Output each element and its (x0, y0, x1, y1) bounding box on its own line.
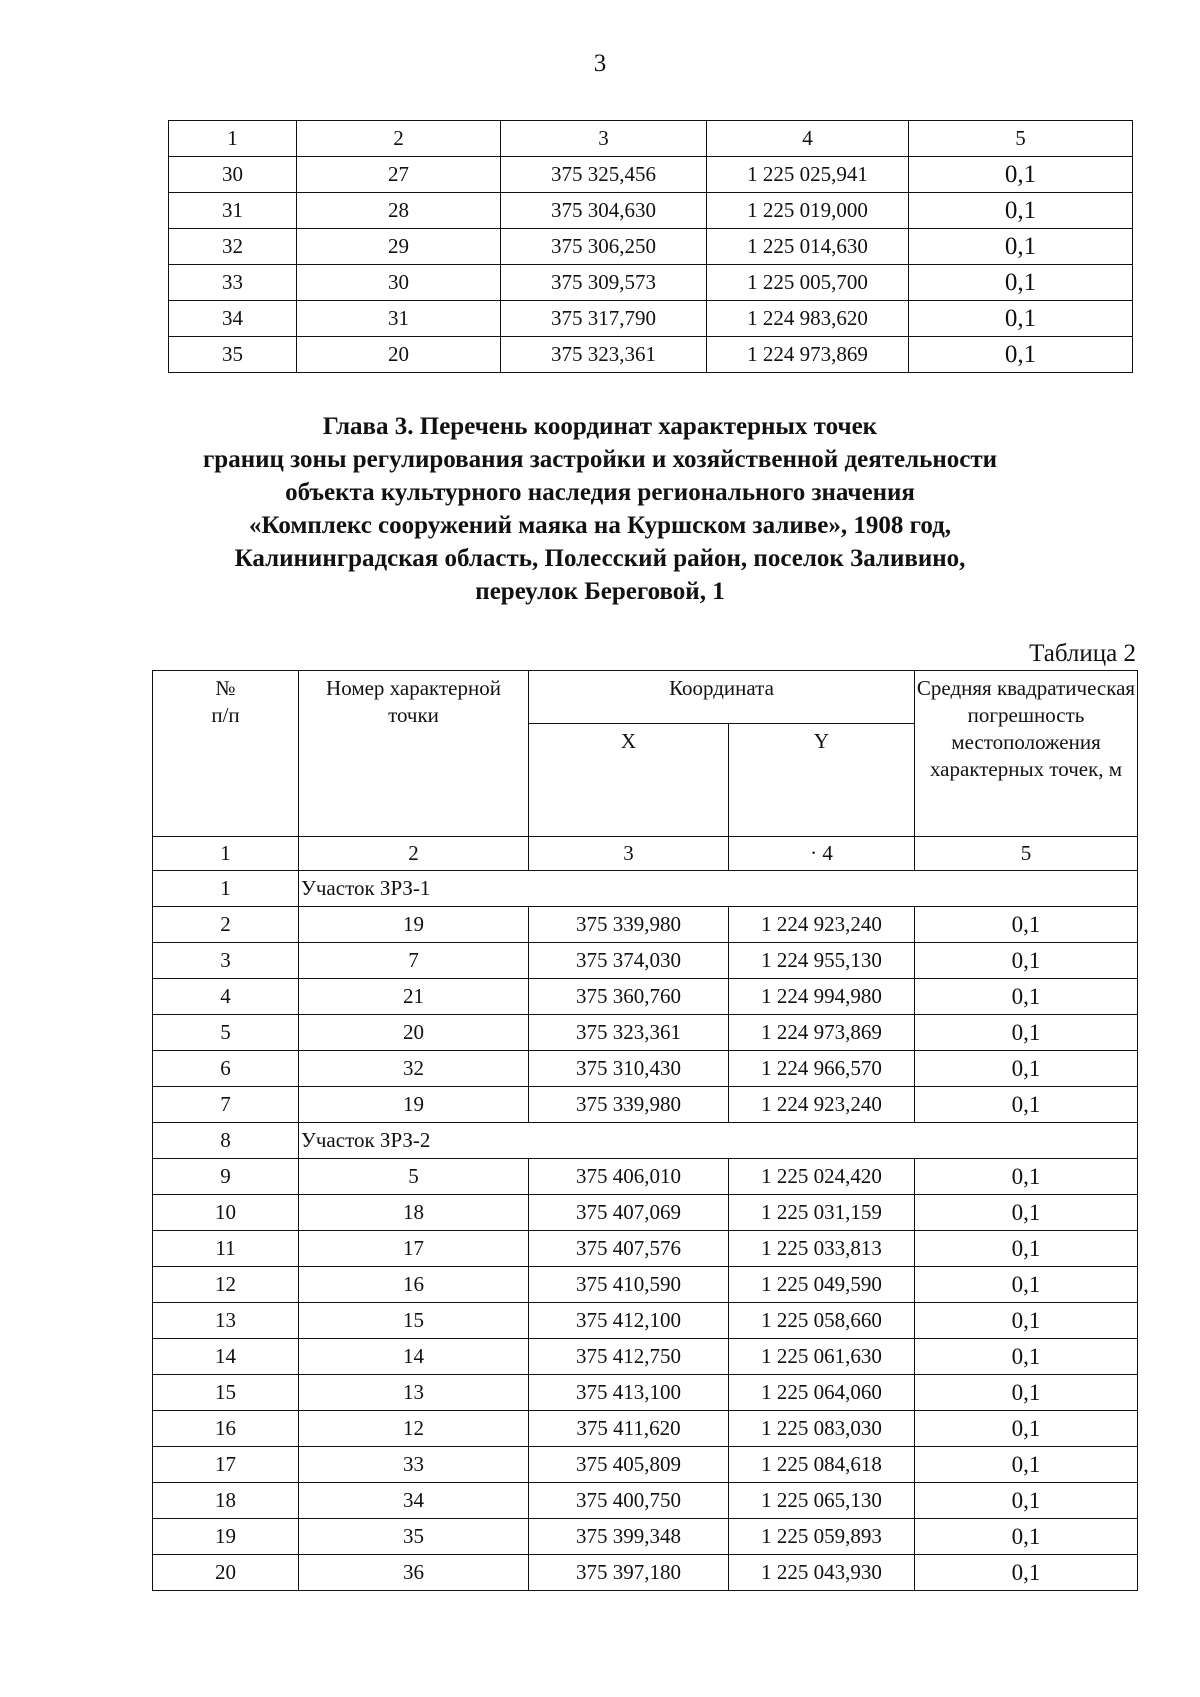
cell-error: 0,1 (915, 1447, 1138, 1483)
cell-x: 375 407,576 (529, 1231, 729, 1267)
cell-point-number: 34 (299, 1483, 529, 1519)
cell-error: 0,1 (915, 1303, 1138, 1339)
cell-x: 375 400,750 (529, 1483, 729, 1519)
header-cell-number (153, 671, 299, 837)
cell-x: 375 325,456 (501, 157, 707, 193)
table-row (169, 265, 1133, 301)
cell-error: 0,1 (915, 1231, 1138, 1267)
table-row (153, 1195, 1138, 1231)
section-row (153, 1123, 1138, 1159)
column-number-row (153, 837, 1138, 871)
cell-error: 0,1 (909, 301, 1133, 337)
cell-row-number: 31 (169, 193, 297, 229)
cell-y: 1 225 061,630 (729, 1339, 915, 1375)
heading-line: переулок Береговой, 1 (475, 578, 725, 605)
header-num-abbr: п/п (211, 703, 240, 727)
cell-row-number: 9 (153, 1159, 299, 1195)
column-number-cell: 1 (153, 837, 299, 871)
cell-row-number: 7 (153, 1087, 299, 1123)
cell-y: 1 224 973,869 (729, 1015, 915, 1051)
table-row (169, 337, 1133, 373)
cell-y: 1 225 064,060 (729, 1375, 915, 1411)
cell-x: 375 360,760 (529, 979, 729, 1015)
table-row (153, 979, 1138, 1015)
heading-line: объекта культурного наследия регионального значения (285, 479, 915, 506)
cell-x: 375 310,430 (529, 1051, 729, 1087)
cell-row-number: 10 (153, 1195, 299, 1231)
cell-x: 375 411,620 (529, 1411, 729, 1447)
cell-error: 0,1 (915, 1159, 1138, 1195)
cell-y: 1 225 058,660 (729, 1303, 915, 1339)
cell-y: 1 225 065,130 (729, 1483, 915, 1519)
cell-x: 375 339,980 (529, 1087, 729, 1123)
cell-y: 1 225 031,159 (729, 1195, 915, 1231)
cell-row-number: 30 (169, 157, 297, 193)
column-number-cell: 5 (915, 837, 1138, 871)
cell-x: 375 410,590 (529, 1267, 729, 1303)
cell-point-number: 15 (299, 1303, 529, 1339)
cell-row-number: 1 (153, 871, 299, 907)
cell-error: 0,1 (915, 1483, 1138, 1519)
cell-error: 0,1 (915, 1087, 1138, 1123)
cell-point-number: 28 (297, 193, 501, 229)
table-row (153, 1555, 1138, 1591)
cell-error: 5 (909, 121, 1133, 157)
cell-row-number: 12 (153, 1267, 299, 1303)
cell-row-number: 15 (153, 1375, 299, 1411)
column-number-cell: 2 (299, 837, 529, 871)
cell-row-number: 35 (169, 337, 297, 373)
table-row (153, 943, 1138, 979)
cell-point-number: 19 (299, 1087, 529, 1123)
page-number: 3 (593, 50, 607, 77)
cell-x: 375 413,100 (529, 1375, 729, 1411)
cell-row-number: 13 (153, 1303, 299, 1339)
cell-x: 375 407,069 (529, 1195, 729, 1231)
cell-y: 1 225 043,930 (729, 1555, 915, 1591)
cell-point-number: 31 (297, 301, 501, 337)
cell-point-number: 36 (299, 1555, 529, 1591)
cell-row-number: 3 (153, 943, 299, 979)
cell-point-number: 16 (299, 1267, 529, 1303)
cell-x: 375 374,030 (529, 943, 729, 979)
header-cell-y: Y (729, 724, 915, 837)
heading-line: «Комплекс сооружений маяка на Куршском заливе», 1908 год, (248, 512, 952, 539)
column-number-row (169, 121, 1133, 157)
table-row (153, 1051, 1138, 1087)
section-title: Участок ЗРЗ-2 (299, 1123, 1138, 1159)
cell-error: 0,1 (909, 193, 1133, 229)
cell-point-number: 7 (299, 943, 529, 979)
cell-error: 0,1 (909, 337, 1133, 373)
cell-error: 0,1 (915, 979, 1138, 1015)
table-row (153, 1447, 1138, 1483)
cell-y: 1 224 923,240 (729, 907, 915, 943)
table-row (153, 1087, 1138, 1123)
cell-error: 0,1 (909, 265, 1133, 301)
cell-row-number: 16 (153, 1411, 299, 1447)
cell-row-number: 33 (169, 265, 297, 301)
cell-point-number: 21 (299, 979, 529, 1015)
cell-row-number: 5 (153, 1015, 299, 1051)
cell-x: 375 412,100 (529, 1303, 729, 1339)
cell-point-number: 17 (299, 1231, 529, 1267)
cell-error: 0,1 (915, 1195, 1138, 1231)
cell-error: 0,1 (915, 1051, 1138, 1087)
cell-row-number: 14 (153, 1339, 299, 1375)
cell-point-number: 2 (297, 121, 501, 157)
cell-point-number: 18 (299, 1195, 529, 1231)
section-row (153, 871, 1138, 907)
cell-y: 1 225 049,590 (729, 1267, 915, 1303)
cell-y: 1 224 973,869 (707, 337, 909, 373)
cell-y: 1 225 019,000 (707, 193, 909, 229)
cell-x: 375 309,573 (501, 265, 707, 301)
cell-point-number: 35 (299, 1519, 529, 1555)
cell-y: 1 225 059,893 (729, 1519, 915, 1555)
cell-row-number: 11 (153, 1231, 299, 1267)
table-row (153, 1303, 1138, 1339)
table-row (169, 157, 1133, 193)
heading-line: Глава 3. Перечень координат характерных точек (322, 413, 878, 440)
header-cell-error: Средняя квадратическая погрешность местоположения характерных точек, м (915, 671, 1138, 837)
cell-point-number: 19 (299, 907, 529, 943)
cell-row-number: 2 (153, 907, 299, 943)
cell-error: 0,1 (915, 1375, 1138, 1411)
cell-error: 0,1 (915, 1267, 1138, 1303)
cell-y: 1 225 084,618 (729, 1447, 915, 1483)
cell-x: 375 399,348 (529, 1519, 729, 1555)
cell-x: 3 (501, 121, 707, 157)
cell-row-number: 34 (169, 301, 297, 337)
cell-row-number: 6 (153, 1051, 299, 1087)
table-row (153, 1411, 1138, 1447)
heading-line: границ зоны регулирования застройки и хозяйственной деятельности (202, 446, 998, 473)
cell-point-number: 20 (297, 337, 501, 373)
cell-point-number: 29 (297, 229, 501, 265)
cell-error: 0,1 (915, 1555, 1138, 1591)
header-cell-coordinate: Координата (529, 671, 915, 724)
cell-x: 375 306,250 (501, 229, 707, 265)
cell-x: 375 304,630 (501, 193, 707, 229)
cell-point-number: 32 (299, 1051, 529, 1087)
cell-x: 375 405,809 (529, 1447, 729, 1483)
table-body (169, 121, 1133, 373)
coordinates-table-2 (152, 670, 1138, 1591)
cell-x: 375 397,180 (529, 1555, 729, 1591)
cell-y: 1 224 923,240 (729, 1087, 915, 1123)
cell-x: 375 412,750 (529, 1339, 729, 1375)
column-number-cell: 3 (529, 837, 729, 871)
table-row (153, 1519, 1138, 1555)
cell-row-number: 20 (153, 1555, 299, 1591)
cell-row-number: 18 (153, 1483, 299, 1519)
cell-point-number: 27 (297, 157, 501, 193)
cell-point-number: 5 (299, 1159, 529, 1195)
cell-x: 375 406,010 (529, 1159, 729, 1195)
header-num-symbol: № (215, 676, 236, 700)
table-row (169, 301, 1133, 337)
table-row (153, 1375, 1138, 1411)
cell-point-number: 20 (299, 1015, 529, 1051)
table-row (153, 1015, 1138, 1051)
cell-error: 0,1 (915, 1519, 1138, 1555)
cell-point-number: 13 (299, 1375, 529, 1411)
table-body (153, 671, 1138, 1591)
cell-point-number: 12 (299, 1411, 529, 1447)
cell-y: 4 (707, 121, 909, 157)
cell-point-number: 33 (299, 1447, 529, 1483)
cell-row-number: 4 (153, 979, 299, 1015)
cell-error: 0,1 (915, 1411, 1138, 1447)
cell-y: 1 225 033,813 (729, 1231, 915, 1267)
column-number-cell: · 4 (729, 837, 915, 871)
header-cell-x: X (529, 724, 729, 837)
cell-x: 375 323,361 (501, 337, 707, 373)
cell-error: 0,1 (915, 943, 1138, 979)
cell-y: 1 224 966,570 (729, 1051, 915, 1087)
cell-y: 1 224 994,980 (729, 979, 915, 1015)
coordinates-table-continued (168, 120, 1133, 373)
cell-y: 1 225 014,630 (707, 229, 909, 265)
cell-point-number: 30 (297, 265, 501, 301)
cell-error: 0,1 (909, 229, 1133, 265)
table-row (153, 1159, 1138, 1195)
cell-error: 0,1 (915, 1015, 1138, 1051)
chapter-heading (150, 410, 1050, 608)
cell-y: 1 225 005,700 (707, 265, 909, 301)
cell-x: 375 339,980 (529, 907, 729, 943)
cell-x: 375 323,361 (529, 1015, 729, 1051)
table-row (169, 229, 1133, 265)
cell-row-number: 1 (169, 121, 297, 157)
cell-row-number: 19 (153, 1519, 299, 1555)
cell-error: 0,1 (909, 157, 1133, 193)
cell-y: 1 225 025,941 (707, 157, 909, 193)
cell-x: 375 317,790 (501, 301, 707, 337)
cell-point-number: 14 (299, 1339, 529, 1375)
section-title: Участок ЗРЗ-1 (299, 871, 1138, 907)
cell-row-number: 17 (153, 1447, 299, 1483)
cell-row-number: 32 (169, 229, 297, 265)
cell-error: 0,1 (915, 1339, 1138, 1375)
table-caption: Таблица 2 (1029, 640, 1136, 667)
cell-y: 1 224 983,620 (707, 301, 909, 337)
cell-y: 1 225 024,420 (729, 1159, 915, 1195)
cell-row-number: 8 (153, 1123, 299, 1159)
cell-error: 0,1 (915, 907, 1138, 943)
header-cell-point: Номер характерной точки (299, 671, 529, 837)
table-row (153, 1339, 1138, 1375)
table-row (153, 1483, 1138, 1519)
table-row (153, 1231, 1138, 1267)
heading-line: Калининградская область, Полесский район, поселок Заливино, (234, 545, 966, 572)
table-row (169, 193, 1133, 229)
header-row (153, 671, 1138, 724)
table-row (153, 1267, 1138, 1303)
cell-y: 1 224 955,130 (729, 943, 915, 979)
cell-y: 1 225 083,030 (729, 1411, 915, 1447)
table-row (153, 907, 1138, 943)
